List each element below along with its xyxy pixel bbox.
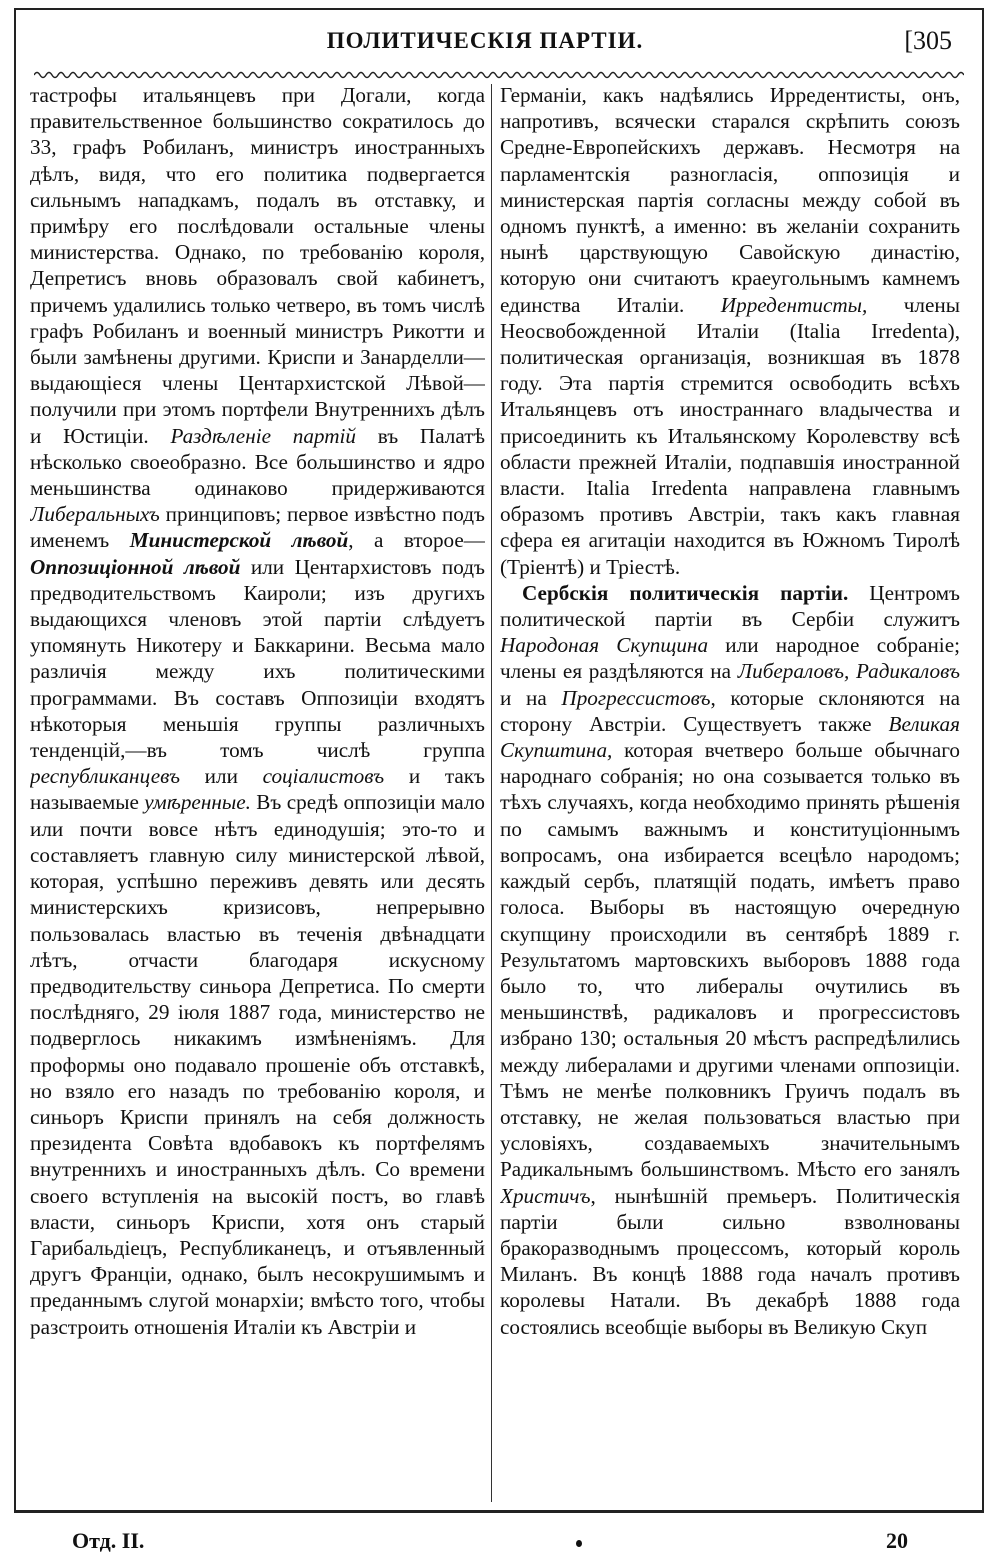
text-run: Германіи, какъ надѣялись Ирредентисты, онъ, напротивъ, всячески старался скрѣпить союзъ Средне-Европейскихъ державъ. Несмотря на парламентскія разногласія, оппозиція и министерская партія согласны между собой въ одномъ пунктѣ, а именно: въ желаніи сохранить нынѣ царствующую Савойскую династію, которую они считаютъ краеугольнымъ камнемъ единства Италіи. <box>500 83 960 317</box>
left-column <box>30 82 485 1502</box>
italic-term: Либераловъ, Радикаловъ <box>737 659 960 684</box>
text-run: въ Палатѣ нѣсколько своеобразно. Все большинство и ядро меньшинства одинаково придерживаются <box>30 423 485 501</box>
italic-term: умѣренные. <box>144 790 251 815</box>
text-run: тастрофы итальянцевъ при Догали, когда правительственное большинство сократилось до 33, графъ Робиланъ, министръ иностранныхъ дѣлъ, видя, что его политика подвергается сильнымъ нападкамъ, подалъ въ отставку, и примѣру его послѣдовали остальные члены министерства. Однако, по требованію короля, Депретисъ вновь образовалъ свой кабинетъ, причемъ удалились только четверо, въ томъ числѣ графъ Робиланъ и военный министръ Рикотти и были замѣнены другими. Криспи и Занарделли—выдающіеся члены Центархистской Лѣвой—получили при этомъ портфели Внутреннихъ дѣлъ и Юстиціи. <box>30 83 485 448</box>
italic-term: Ирредентисты, <box>720 292 868 317</box>
running-title: ПОЛИТИЧЕСКІЯ ПАРТІИ. <box>326 28 644 53</box>
text-run: члены Неосвобожденной Италіи (Italia Irredenta), политическая организація, возникшая въ 1878 году. Эта партія стремится освободить всѣхъ Итальянцевъ отъ иностраннаго владычества и присоединить къ Итальянскому Королевству всѣ области прежней Италіи, подпавшія иностранной власти. Italia Irredenta направлена главнымъ образомъ противъ Австріи, такъ какъ главная сфера ея агитаціи находится въ Южномъ Тиролѣ (Тріентѣ) и Тріестѣ. <box>500 292 960 579</box>
italic-term: Министерской лѣвой <box>129 528 349 553</box>
footer-section: Отд. II. <box>72 1528 145 1553</box>
column-divider <box>491 84 492 1502</box>
text-run: которая вчетверо больше обычнаго народнаго собранія; но она созывается только въ тѣхъ случаяхъ, когда необходимо принять рѣшенія по самымъ важнымъ и конституціоннымъ вопросамъ, она избирается всецѣло народомъ; каждый сербъ, платящій подать, имѣетъ право голоса. Выборы въ настоящую очередную скупщину происходили въ сентябрѣ 1889 г. Результатомъ мартовскихъ выборовъ 1888 года было то, что либералы очутились въ меньшинствѣ, радикаловъ и прогрессистовъ избрано 130; остальныя 20 мѣстъ распредѣлились между либералами и другими членами оппозиціи. Тѣмъ не менѣе полковникъ Груичъ подалъ въ отставку, не желая пользоваться властью при условіяхъ, создаваемыхъ значительнымъ Радикальнымъ большинствомъ. Мѣсто его занялъ <box>500 738 960 1182</box>
italic-term: республиканцевъ <box>30 764 181 789</box>
text-run: , которые склоняются на сторону Австріи. Существуетъ также <box>500 685 960 736</box>
text-run: или <box>180 764 263 789</box>
text-run: и такъ называемые <box>30 764 485 815</box>
italic-term: Раздѣленіе партій <box>170 423 357 448</box>
right-column <box>500 82 960 1502</box>
text-run: и на <box>500 685 562 710</box>
right-paragraph <box>500 82 960 580</box>
italic-term: Оппозиціонной лѣвой <box>30 554 241 579</box>
wavy-rule <box>34 68 964 82</box>
italic-term: Либеральныхъ <box>30 502 160 527</box>
footer-signature: 20 <box>886 1528 908 1553</box>
italic-term: Великая Скупштина, <box>500 711 960 763</box>
footer-mark <box>576 1540 582 1547</box>
italic-term: Христичъ <box>500 1183 591 1208</box>
right-paragraph <box>500 580 960 1340</box>
left-paragraph <box>30 82 485 1340</box>
text-run: или народное собраніе; члены ея раздѣляются на <box>500 633 960 684</box>
italic-term: Прогрессистовъ <box>561 685 711 710</box>
text-run: принциповъ; первое извѣстно подъ именемъ <box>30 502 485 553</box>
italic-term: Народоная Скупщина <box>500 633 709 658</box>
text-run: Центромъ политической партіи въ Сербіи служитъ <box>500 580 960 632</box>
text-run: Въ средѣ оппозиціи мало или почти вовсе нѣтъ единодушія; это-то и составляетъ главную силу министерской лѣвой, которая, успѣшно переживъ девять или десять министерскихъ кризисовъ, непрерывно пользовалась властью въ теченія двѣнадцати лѣтъ, отчасти благодаря искусному предводительству синьора Депретиса. По смерти послѣдняго, 29 іюля 1887 года, министерство не подверглось никакимъ измѣненіямъ. Для проформы оно подавало прошеніе объ отставкѣ, но взяло его назадъ по требованію короля, и синьоръ Криспи принялъ на себя должность президента Совѣта вдобавокъ къ портфелямъ внутреннихъ и иностранныхъ дѣлъ. Со времени своего вступленія на высокій постъ, во главѣ власти, синьоръ Криспи, хотя онъ старый Гарибальдіецъ, Республиканецъ, и отъявленный другъ Франціи, однако, былъ несокрушимымъ и преданнымъ слугой монархіи; вмѣсто того, чтобы разстроить отношенія Италіи къ Австріи и <box>30 790 485 1339</box>
text-run: , нынѣшній премьеръ. Политическія партіи были сильно взволнованы бракоразводнымъ процессомъ, который король Миланъ. Въ концѣ 1888 года началъ противъ королевы Натали. Въ декабрѣ 1888 года состоялись всеобщіе выборы въ Великую Скуп <box>500 1183 960 1339</box>
italic-term: соціалистовъ <box>262 764 385 789</box>
text-run: , а второе— <box>348 528 485 553</box>
page-number: [305 <box>904 26 952 55</box>
text-run: или Центархистовъ подъ предводительствомъ Каироли; изъ другихъ выдающихся членовъ этой партіи слѣдуетъ упомянуть Никотеру и Баккарини. Весьма мало различія между ихъ политическими программами. Въ составъ Оппозиціи входятъ нѣкоторыя меньшія группы различныхъ тенденцій,—въ томъ числѣ группа <box>30 554 485 763</box>
section-heading: Сербскія политическія партіи. <box>522 580 849 605</box>
